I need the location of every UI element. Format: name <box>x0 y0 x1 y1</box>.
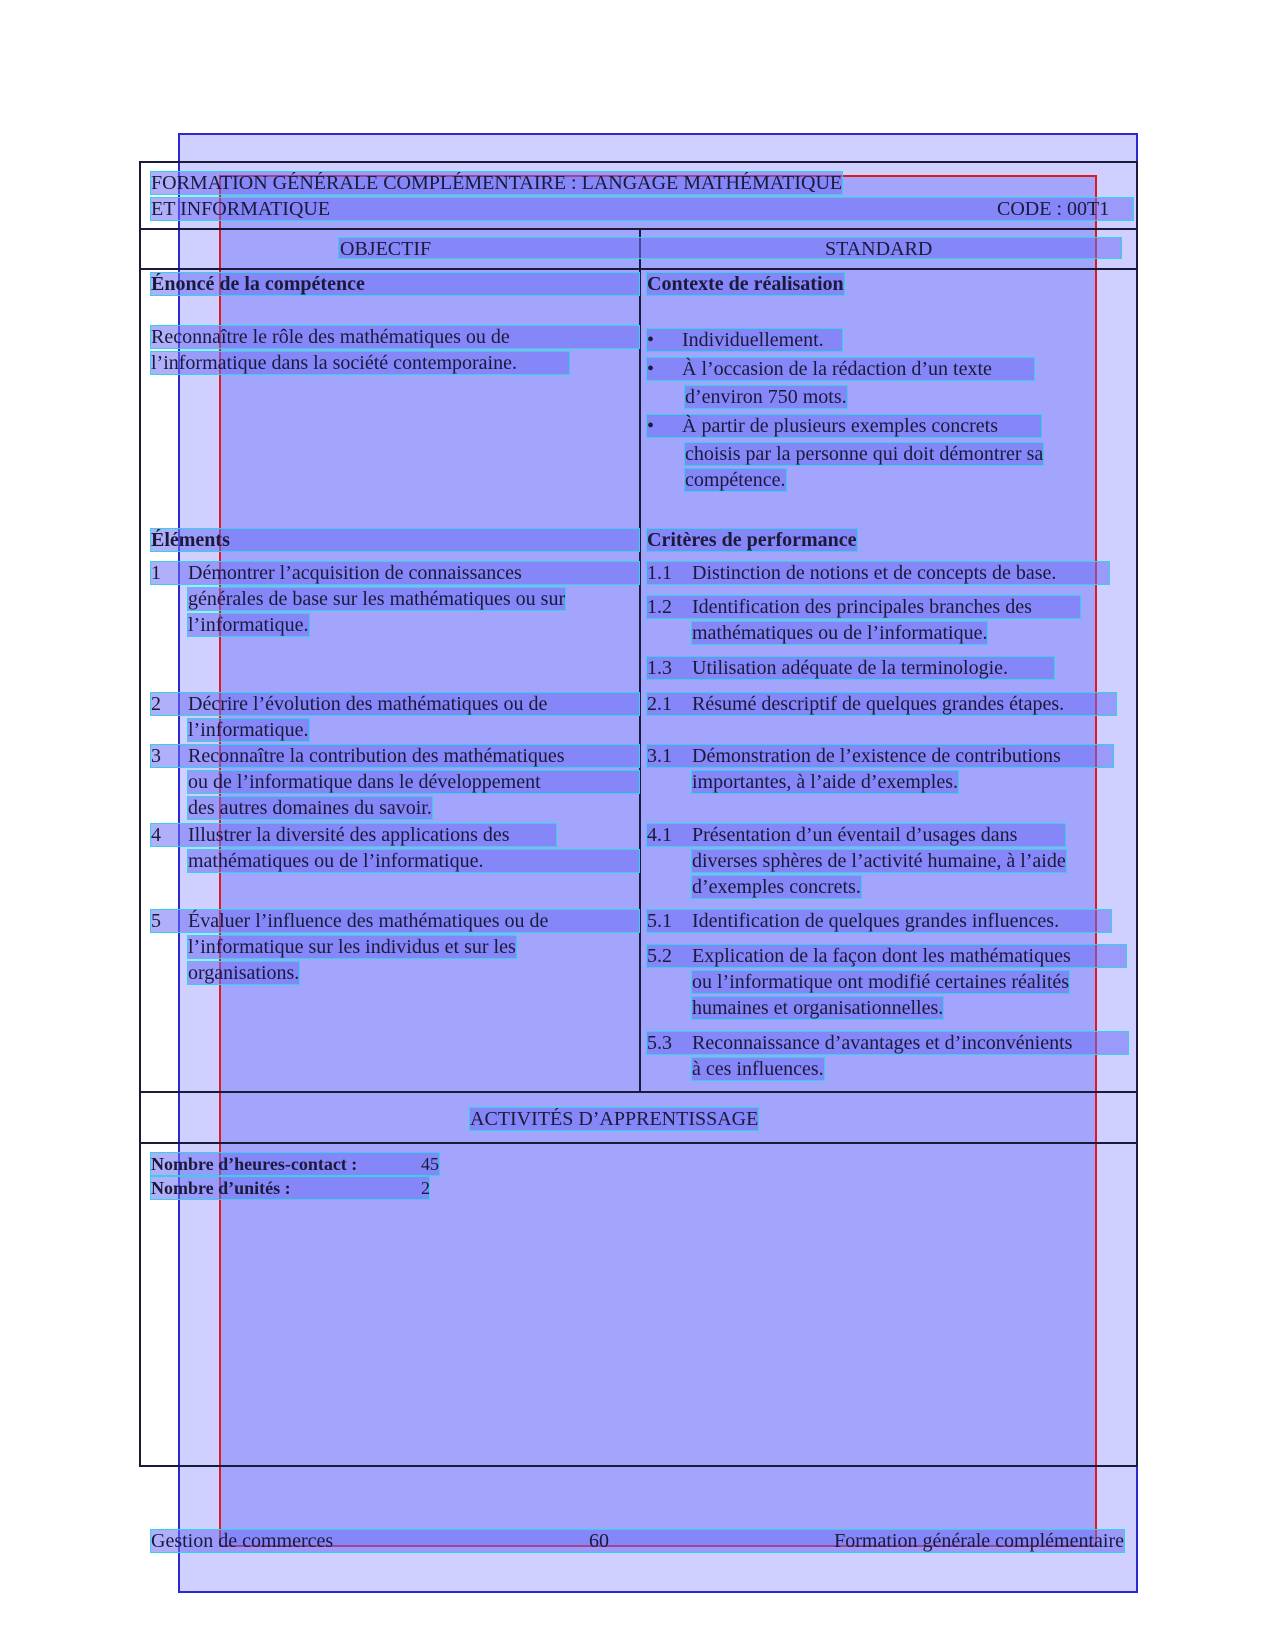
header-title-line1: FORMATION GÉNÉRALE COMPLÉMENTAIRE : LANGAGE MATHÉMATIQUE <box>151 172 843 194</box>
element-2-line2: l’informatique. <box>188 719 309 741</box>
element-3-line1: 3 Reconnaître la contribution des mathématiques <box>151 745 639 767</box>
header-title-line2: ET INFORMATIQUE <box>151 198 1133 220</box>
criterion-5-2: 5.2 Explication de la façon dont les mathématiques <box>647 945 1126 967</box>
element-2-line1: 2 Décrire l’évolution des mathématiques ou de <box>151 693 639 715</box>
element-1-line1: 1 Démontrer l’acquisition de connaissances <box>151 562 639 584</box>
criteria-heading: Critères de performance <box>647 529 857 551</box>
element-1-line3: l’informatique. <box>188 614 309 636</box>
bullet: • <box>647 358 655 380</box>
column-header-bar <box>339 238 1121 258</box>
criterion-1-3: 1.3 Utilisation adéquate de la terminologie. <box>647 657 1054 679</box>
table-right-border <box>1136 161 1138 1467</box>
element-5-line1: 5 Évaluer l’influence des mathématiques ou de <box>151 910 639 932</box>
context-item-2-line2: d’environ 750 mots. <box>685 386 847 408</box>
bullet: • <box>647 329 655 351</box>
criterion-3-1-line2: importantes, à l’aide d’exemples. <box>692 771 959 793</box>
context-heading: Contexte de réalisation <box>647 273 844 295</box>
context-item-3: • À partir de plusieurs exemples concrets <box>647 415 1041 437</box>
course-code: CODE : 00T1 <box>997 198 1110 220</box>
context-item-1: • Individuellement. <box>647 329 842 351</box>
table-left-border <box>139 161 141 1467</box>
column-header-objectif: OBJECTIF <box>340 238 432 260</box>
hours-contact-row: Nombre d’heures-contact : 45 <box>151 1154 439 1174</box>
competence-text-line2: l’informatique dans la société contemporaine. <box>151 352 569 374</box>
units-row: Nombre d’unités : 2 <box>151 1178 430 1198</box>
criterion-1-2: 1.2 Identification des principales branches des <box>647 596 1080 618</box>
context-item-3-line3: compétence. <box>685 469 786 491</box>
criterion-5-3: 5.3 Reconnaissance d’avantages et d’inconvénients <box>647 1032 1128 1054</box>
table-bottom-border <box>139 1465 1138 1467</box>
criterion-1-1: 1.1 Distinction de notions et de concepts de base. <box>647 562 1109 584</box>
column-header-standard: STANDARD <box>825 238 933 260</box>
criterion-5-3-line2: à ces influences. <box>692 1058 824 1080</box>
context-item-3-line2: choisis par la personne qui doit démontrer sa <box>685 443 1044 465</box>
criterion-3-1: 3.1 Démonstration de l’existence de contributions <box>647 745 1113 767</box>
criterion-2-1: 2.1 Résumé descriptif de quelques grandes étapes. <box>647 693 1116 715</box>
competence-heading: Énoncé de la compétence <box>151 273 639 295</box>
element-3-line2: ou de l’informatique dans le développement <box>188 771 639 793</box>
criterion-4-1-line3: d’exemples concrets. <box>692 876 861 898</box>
element-4-line1: 4 Illustrer la diversité des applications des <box>151 824 556 846</box>
criterion-4-1: 4.1 Présentation d’un éventail d’usages dans <box>647 824 1065 846</box>
context-item-2: • À l’occasion de la rédaction d’un texte <box>647 358 1034 380</box>
criterion-4-1-line2: diverses sphères de l’activité humaine, à l’aide <box>692 850 1066 872</box>
footer-left: Gestion de commerces <box>151 1530 334 1552</box>
criterion-1-2-line2: mathématiques ou de l’informatique. <box>692 622 988 644</box>
elements-heading: Éléments <box>151 529 639 551</box>
activities-bottom-divider <box>139 1142 1138 1144</box>
footer-right: Formation générale complémentaire <box>834 1530 1124 1552</box>
criterion-5-1: 5.1 Identification de quelques grandes influences. <box>647 910 1111 932</box>
activities-title: ACTIVITÉS D’APPRENTISSAGE <box>470 1108 759 1130</box>
footer <box>151 1530 1124 1552</box>
table-top-border <box>139 161 1138 163</box>
element-3-line3: des autres domaines du savoir. <box>188 797 432 819</box>
criterion-5-2-line2: ou l’informatique ont modifié certaines réalités <box>692 971 1070 993</box>
element-5-line2: l’informatique sur les individus et sur les <box>188 936 516 958</box>
column-divider <box>639 228 641 1092</box>
element-5-line3: organisations. <box>188 962 300 984</box>
element-1-line2: générales de base sur les mathématiques ou sur <box>188 588 566 610</box>
page-number: 60 <box>589 1530 609 1552</box>
bullet: • <box>647 415 655 437</box>
competence-text-line1: Reconnaître le rôle des mathématiques ou de <box>151 326 639 348</box>
criterion-5-2-line3: humaines et organisationnelles. <box>692 997 944 1019</box>
element-4-line2: mathématiques ou de l’informatique. <box>188 850 639 872</box>
